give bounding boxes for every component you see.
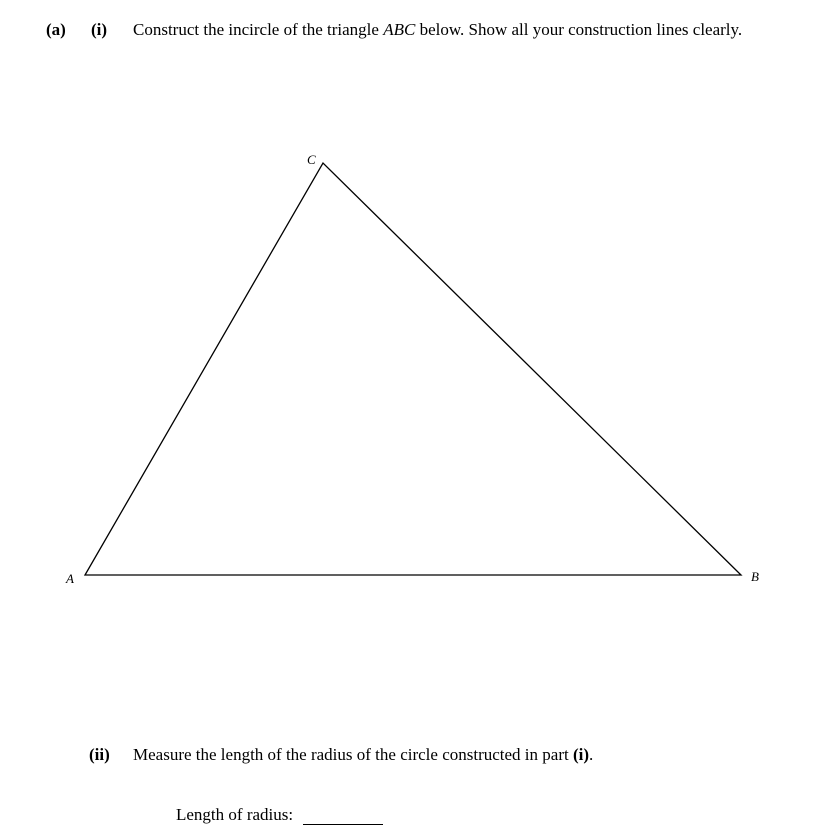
part-ii-text-before: Measure the length of the radius of the circle constructed in part (133, 745, 573, 764)
part-ii-ref: (i) (572, 745, 589, 764)
vertex-label-c: C (307, 152, 316, 167)
triangle-name: ABC (383, 20, 416, 39)
answer-label: Length of radius: (176, 805, 294, 824)
part-ii-instruction (133, 744, 773, 765)
part-ii-label: (ii) (89, 745, 110, 764)
part-i-text-before: Construct the incircle of the triangle (133, 20, 384, 39)
part-a-label: (a) (46, 20, 66, 39)
answer-blank-line[interactable] (303, 808, 383, 825)
vertex-label-b: B (751, 569, 759, 584)
part-i-label: (i) (91, 20, 108, 39)
answer-row (176, 804, 383, 825)
part-i-text-after: below. Show all your construction lines clearly. (415, 20, 743, 39)
triangle-abc (85, 163, 741, 575)
vertex-label-a: A (66, 571, 74, 586)
part-ii-text-after: . (589, 745, 594, 764)
